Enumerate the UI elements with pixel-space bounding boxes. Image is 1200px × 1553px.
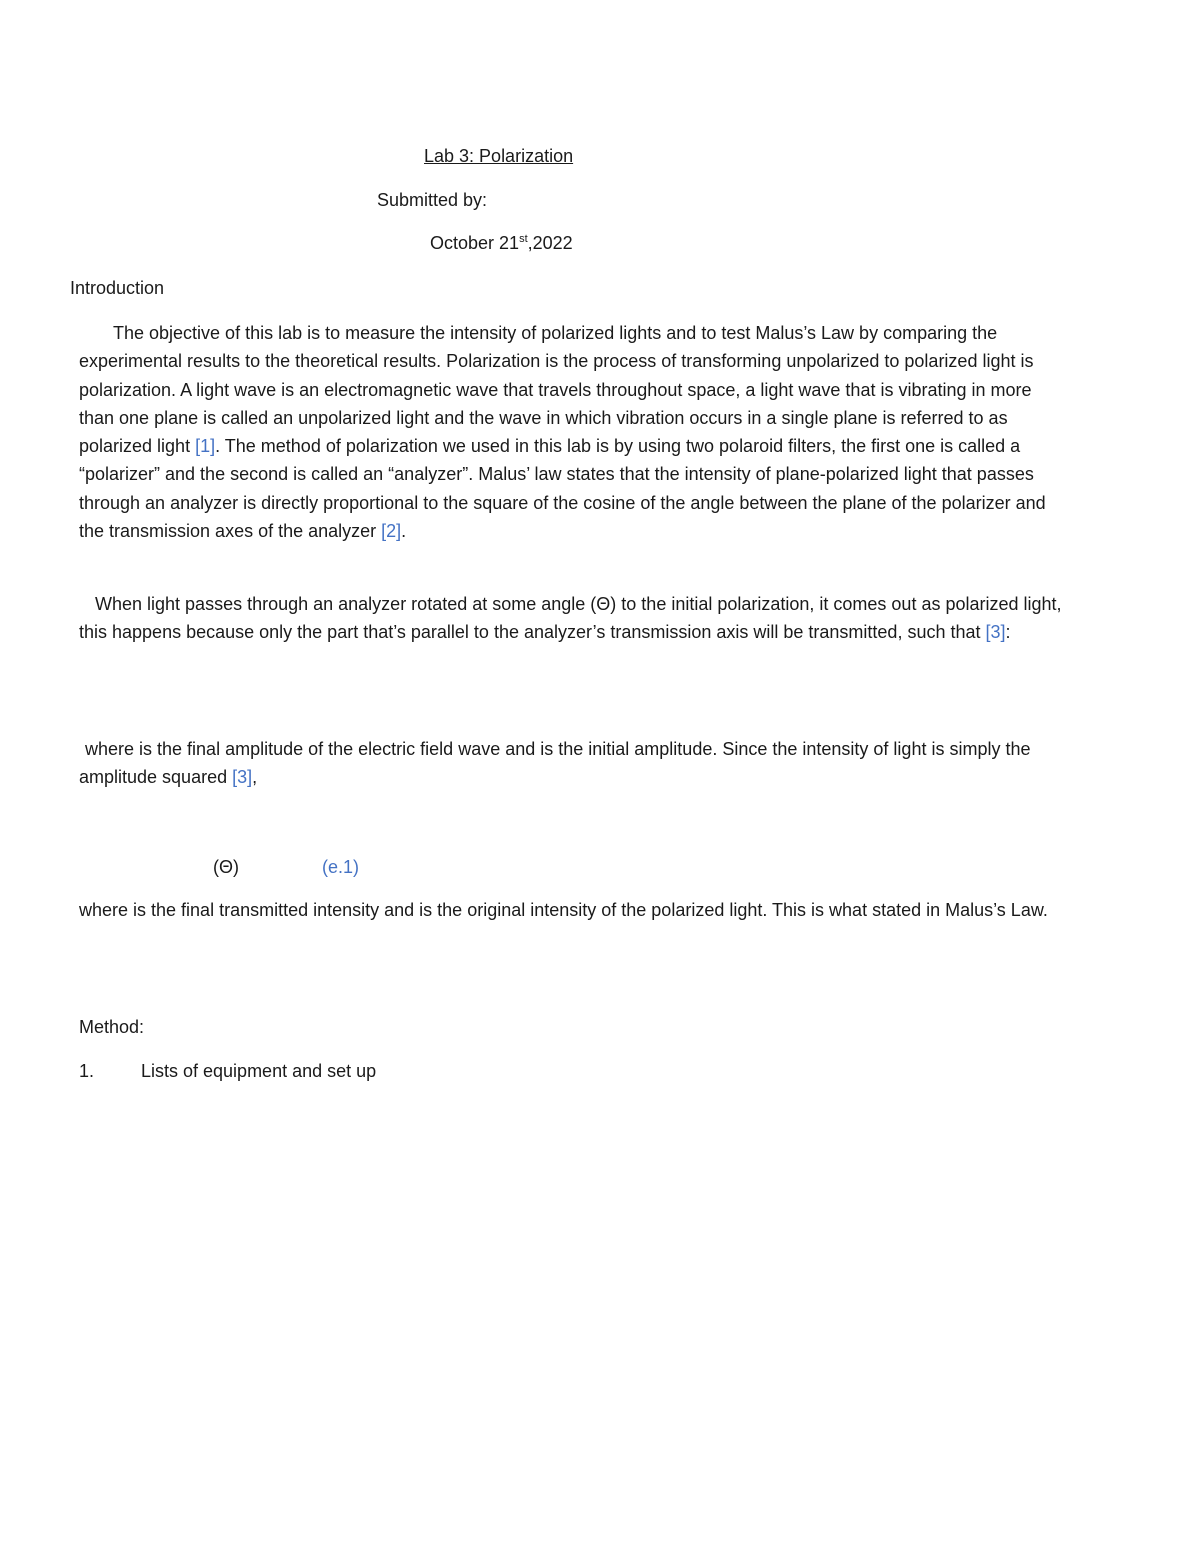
- citation-2[interactable]: [2]: [381, 521, 402, 542]
- date-year: ,2022: [527, 233, 573, 253]
- submitted-by-label: Submitted by:: [377, 190, 488, 210]
- citation-3b[interactable]: [3]: [232, 767, 253, 788]
- para3-text-a: where is the final amplitude of the electric field wave and is the initial amplitude. Since the intensity of light is simply the amplitude squared: [79, 739, 1031, 788]
- list-item-number: 1.: [79, 1061, 95, 1081]
- intro-paragraph-1: [79, 319, 1069, 545]
- date-prefix: October 21: [430, 233, 520, 253]
- para1-text-b: . The method of polarization we used in this lab is by using two polaroid filters, the first one is called a “polarizer” and the second is called an “analyzer”. Malus’ law states that the intensity of plane-polarized light that passes through an analyzer is directly proportional to the square of the cosine of the angle between the plane of the polarizer and the transmission axes of the analyzer: [79, 436, 1046, 542]
- para3-text-b: ,: [252, 767, 258, 788]
- submission-date: [430, 229, 573, 257]
- para2-text-b: :: [1005, 622, 1011, 643]
- intro-paragraph-4: where is the final transmitted intensity and is the original intensity of the polarized light. This is what stated in Malus’s Law.: [79, 900, 1048, 920]
- para1-text-a: The objective of this lab is to measure the intensity of polarized lights and to test Malus’s Law by comparing the experimental results to the theoretical results. Polarization is the process of transforming unpolarized to polarized light is polarization. A light wave is an electromagnetic wave that travels throughout space, a light wave that is vibrating in more than one plane is called an unpolarized light and the wave in which vibration occurs in a single plane is referred to as polarized light: [79, 323, 1034, 457]
- citation-3[interactable]: [3]: [985, 622, 1006, 643]
- para2-text-a: When light passes through an analyzer rotated at some angle (Θ) to the initial polarization, it comes out as polarized light, this happens because only the part that’s parallel to the analyzer’s transmission axis will be transmitted, such that: [79, 594, 1062, 643]
- citation-1[interactable]: [1]: [195, 436, 216, 457]
- date-ordinal: st: [519, 233, 528, 245]
- introduction-heading: Introduction: [70, 278, 165, 298]
- intro-paragraph-3: [79, 735, 1069, 792]
- intro-paragraph-2: [79, 590, 1069, 647]
- method-heading: Method:: [79, 1017, 145, 1037]
- para1-text-c: .: [401, 521, 407, 542]
- equation-theta: (Θ): [213, 857, 239, 877]
- equation-label: (e.1): [322, 857, 360, 877]
- list-item-text: Lists of equipment and set up: [141, 1061, 377, 1081]
- document-title: Lab 3: Polarization: [424, 146, 574, 166]
